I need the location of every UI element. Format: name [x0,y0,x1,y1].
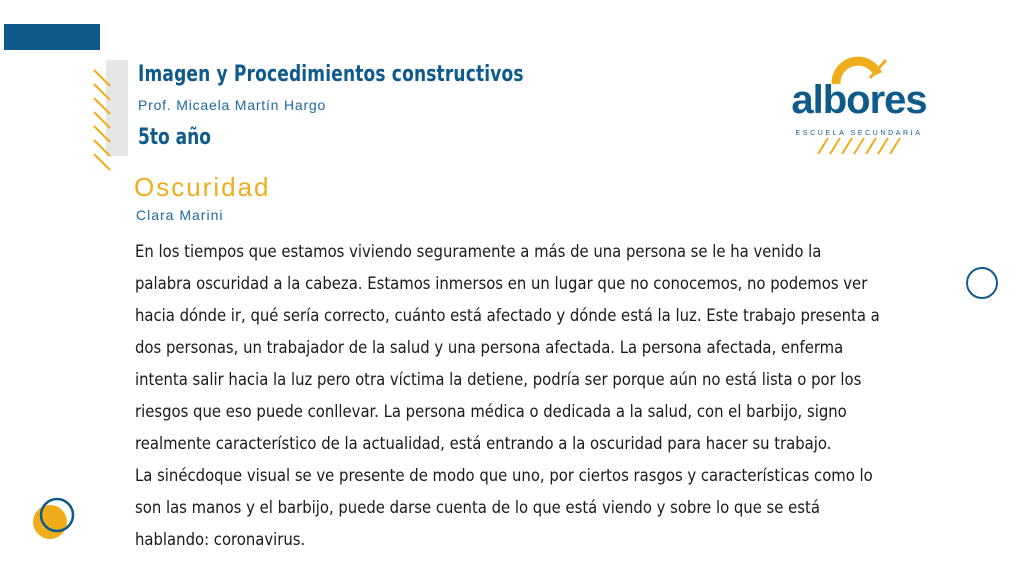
description-paragraph: En los tiempos que estamos viviendo seguramente a más de una persona se le ha venido la palabra oscuridad a la cabeza. Estamos inmersos en un lugar que no conocemos, no podemos ver hacia dónde ir, qué sería correcto, cuánto está afectado y dónde está la luz. Este trabajo presenta a dos personas, un trabajador de la salud y una persona afectada. La persona afectada, enferma intenta salir hacia la luz pero otra víctima la detiene, podría ser porque aún no está lista o por los riesgos que eso puede conllevar. La persona médica o dedicada a la salud, con el barbijo, signo realmente característico de la actualidad, está entrando a la oscuridad para hacer su trabajo. [135,242,880,453]
logo-hatch-icon [816,136,906,156]
top-accent-bar [4,24,100,50]
description-text [135,236,880,556]
author-name: Clara Marini [136,207,224,223]
description-paragraph: La sinécdoque visual se ve presente de modo que uno, por ciertos rasgos y características como lo son las manos y el barbijo, puede darse cuenta de lo que está viendo y sobre lo que se está hablando: coronavirus. [135,466,873,549]
school-year: 5to año [138,125,211,150]
logo-subtitle: ESCUELA SECUNDARIA [795,130,923,137]
decorative-circles-bottom-left [30,494,80,544]
work-title: Oscuridad [134,172,271,202]
professor-name: Prof. Micaela Martín Hargo [138,97,327,113]
hatch-decoration [92,66,116,174]
course-title: Imagen y Procedimientos constructivos [138,62,524,87]
albores-logo [786,56,932,160]
logo-wordmark: albores [791,78,927,122]
decorative-circle-right [966,267,998,299]
